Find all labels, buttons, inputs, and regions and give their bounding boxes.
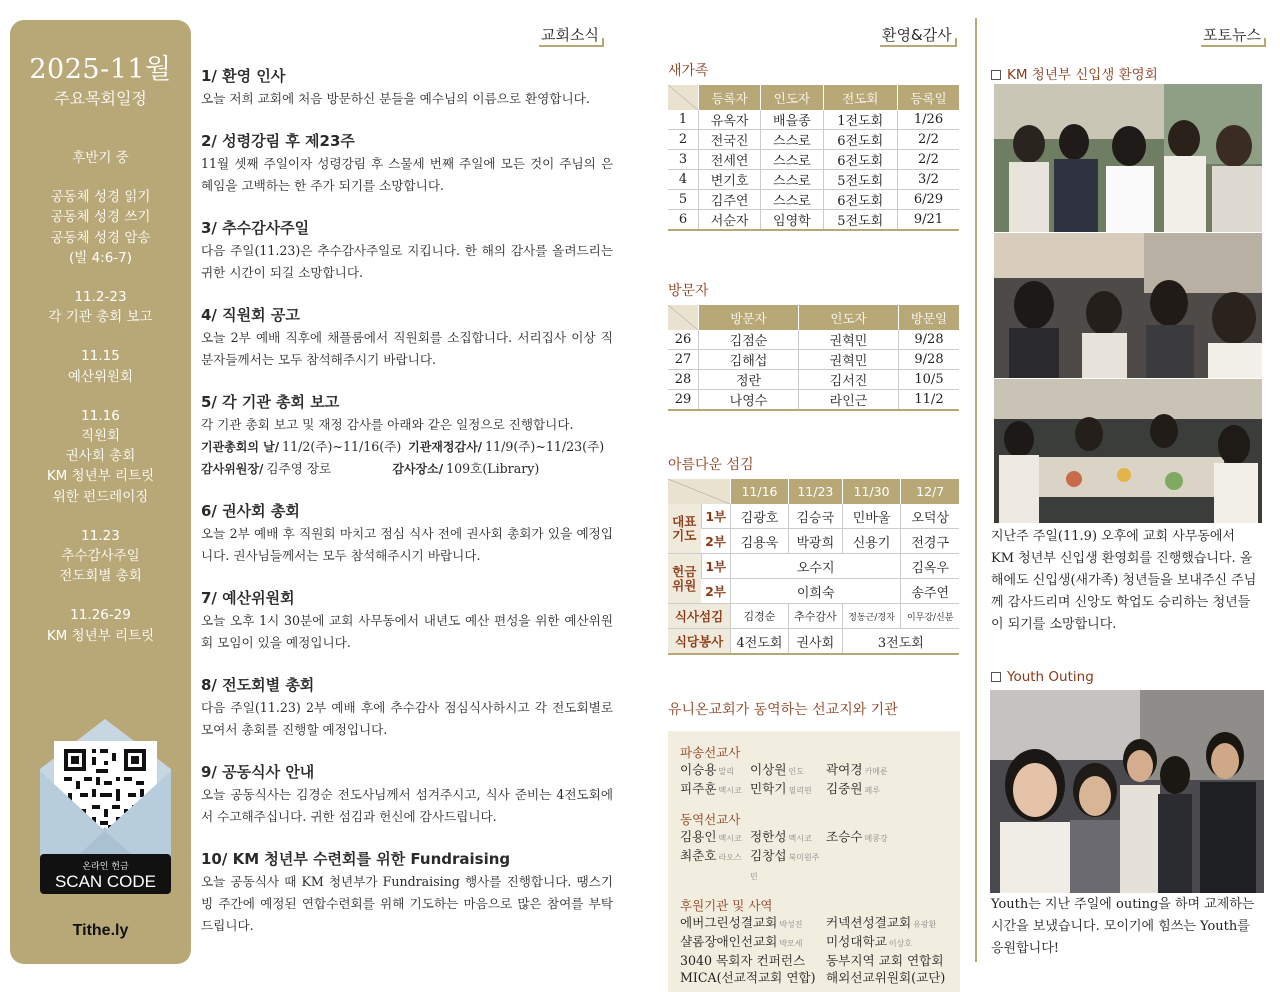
news-header: 교회소식 [541,26,599,44]
news-body: 오늘 공동식사는 김경순 전도사님께서 섬겨주시고, 식사 준비는 4전도회에서 수고해주십니다. 귀한 섬김과 헌신에 감사드립니다. [201,787,613,824]
table-cell: 김서진 [799,370,899,390]
schedule-line: 전도회별 총회 [59,568,142,585]
news-title: 3/ 추수감사주일 [201,219,310,237]
missions-title: 유니온교회가 동역하는 선교지와 기관 [668,702,898,718]
organization-contact: 이상호 [888,939,913,948]
table-cell: 나영수 [699,390,799,411]
table-cell: 6/29 [898,190,960,210]
table-cell: 5전도회 [823,170,898,190]
missionary-location: 멕시코 [788,834,812,843]
table-cell: 임영학 [761,210,823,231]
missionary-name: 곽여경 [826,762,863,777]
table-cell: 6전도회 [823,190,898,210]
envelope-icon [40,699,171,894]
organization [680,933,826,952]
news-item [201,66,613,110]
kitchen-cell: 4전도회 [731,629,789,655]
schedule-block [10,526,191,587]
table-cell: 6전도회 [823,150,898,170]
detail-label: 기관총회의 날/ [201,440,280,454]
mission-category: 동역선교사 [680,812,741,827]
table-row [668,370,959,390]
missionary-name: 이승용 [680,762,717,777]
news-item [201,131,613,197]
missionary-name: 이상원 [750,762,787,777]
news-body: 오늘 2부 예배 직후에 채플룸에서 직원회를 소집합니다. 서리집사 이상 직분자들께서는 모두 참석해주시기 바랍니다. [201,330,613,367]
part-label: 1부 [701,504,730,529]
table-cell: 배을종 [761,110,823,130]
prayer-cell: 오덕상 [901,504,959,529]
col-header: 방문일 [899,305,960,330]
table-cell: 변기호 [699,170,761,190]
missionary [826,780,936,799]
mission-category: 파송선교사 [680,745,741,760]
organization-name: 미성대학교 [826,934,887,949]
table-cell: 4 [668,170,699,190]
sidebar-year: 2025-11월 [29,54,172,85]
visitors-title: 방문자 [668,283,709,299]
photo-welcome-3 [994,379,1262,523]
qr-label-main: SCAN CODE [54,872,157,891]
date-header: 12/7 [901,479,959,504]
service-table [668,479,959,655]
news-title: 9/ 공동식사 안내 [201,763,315,781]
table-cell: 6전도회 [823,130,898,150]
prayer-label: 대표기도 [668,504,701,554]
table-cell: 라인근 [799,390,899,411]
table-cell: 2/2 [898,150,960,170]
part-label: 2부 [701,529,730,554]
organization-name: 동부지역 교회 연합회 [826,953,944,968]
news-item [201,588,613,654]
missionary-location: 페루 [864,786,880,795]
schedule-line: 11.23 [81,527,120,544]
table-cell: 1전도회 [823,110,898,130]
schedule-sidebar [10,20,191,964]
photo-welcome-1 [994,84,1262,232]
news-detail-row [201,436,613,458]
table-cell: 29 [668,390,699,411]
news-body: 다음 주일(11.23) 2부 예배 후에 추수감사 점심식사하시고 각 전도회별로 모여서 총회를 진행할 예정입니다. [201,700,613,737]
news-detail-row [201,458,613,480]
table-cell: 5전도회 [823,210,898,231]
news-title: 4/ 직원회 공고 [201,306,300,324]
schedule-line: 후반기 중 [72,150,129,166]
table-cell: 1/26 [898,110,960,130]
missionary-name: 조승수 [826,829,863,844]
missionary-location: 멕시코 [718,786,742,795]
table-cell: 전국진 [699,130,761,150]
missionary-name: 김창섭 [750,848,787,863]
table-cell: 김주연 [699,190,761,210]
column-divider [975,18,977,962]
org-row [680,914,960,933]
schedule-line: 추수감사주일 [61,548,140,565]
prayer-cell: 김용욱 [731,529,789,554]
schedule-line: 11.15 [81,348,120,365]
organization-name: 3040 목회자 컨퍼런스 [680,953,806,968]
part-label: 2부 [701,579,730,604]
table-row [668,210,959,231]
offering-label: 헌금위원 [668,554,701,604]
news-body: 오늘 저희 교회에 처음 방문하신 분들을 예수님의 이름으로 환영합니다. [201,91,590,106]
schedule-block [10,187,191,268]
mission-row [680,780,960,799]
missionary [680,761,750,780]
table-cell: 서순자 [699,210,761,231]
news-title: 10/ KM 청년부 수련회를 위한 Fundraising [201,850,511,868]
col-header: 전도회 [823,85,898,110]
prayer-cell: 김승국 [788,504,842,529]
table-cell: 3/2 [898,170,960,190]
table-cell: 3 [668,150,699,170]
meal-cell: 정동근/경자 [842,604,901,629]
kitchen-label: 식당봉사 [668,629,731,655]
organization-name: MICA(선교적교회 연합) [680,970,816,985]
missionary-location: 인도 [788,767,804,776]
missionary-location: 북미원주민 [750,853,820,881]
news-body: 오늘 2부 예배 후 직원회 마치고 점심 식사 전에 권사회 총회가 있을 예정입니다. 권사님들께서는 모두 참석해주시기 바랍니다. [201,526,613,563]
meal-cell: 이무강/신분 [901,604,959,629]
table-cell: 26 [668,330,699,350]
organization [680,914,826,933]
photo-welcome-2 [994,233,1262,378]
missionary-location: 라오스 [718,853,742,862]
photo-item1-caption: 지난주 주일(11.9) 오후에 교회 사무동에서 KM 청년부 신입생 환영회를 진행했습니다. 올해에도 신입생(새가족) 청년들을 보내주신 주님께 감사드리며 신앙도 학업도 승리하는 청년들이 되기를 소망합니다. [991,529,1257,632]
schedule-line: 예산위원회 [67,368,134,385]
schedule-line: (빌 4:6-7) [68,249,133,266]
schedule-block [10,406,191,507]
table-cell: 2 [668,130,699,150]
missionary-name: 정한성 [750,829,787,844]
table-cell: 권혁민 [799,330,899,350]
organization [680,952,826,969]
news-title: 5/ 각 기관 총회 보고 [201,393,340,411]
table-cell: 유옥자 [699,110,761,130]
detail-value: 109호(Library) [446,461,540,476]
news-body: 각 기관 총회 보고 및 재정 감사를 아래와 같은 일정으로 진행합니다. [201,417,574,432]
schedule-line: KM 청년부 리트릿 [46,468,155,485]
organization [680,969,826,986]
table-cell: 정란 [699,370,799,390]
organization-contact: 유광환 [913,920,937,929]
table-cell: 스스로 [761,130,823,150]
table-cell: 스스로 [761,170,823,190]
offering-cell: 송주연 [901,579,959,604]
photo-youth-outing [990,690,1264,893]
missionary [680,780,750,799]
table-cell: 김점순 [699,330,799,350]
missionary [750,828,826,847]
table-cell: 김해섭 [699,350,799,370]
photo-item2-title [991,669,1094,685]
offering-cell: 김옥우 [901,554,959,579]
missionary [826,761,936,780]
detail-label: 감사장소/ [392,462,444,476]
table-cell: 권혁민 [799,350,899,370]
kitchen-cell: 3전도회 [842,629,959,655]
missionary-name: 김용인 [680,829,717,844]
mission-row [680,761,960,780]
news-body: 11월 셋째 주일이자 성령강림 후 스물세 번째 주일에 모든 것이 주님의 은혜임을 고백하는 한 주가 되기를 소망합니다. [201,156,613,193]
offering-cell: 이희숙 [731,579,901,604]
detail-label: 감사위원장/ [201,462,264,476]
detail-value: 11/2(주)~11/16(주) [282,439,402,454]
photo-news-header: 포토뉴스 [1203,26,1261,44]
table-cell: 1 [668,110,699,130]
news-item [201,849,613,937]
organization [826,933,946,952]
prayer-cell: 박광희 [788,529,842,554]
missionary-location: 카메룬 [864,767,888,776]
schedule-list [10,148,191,665]
schedule-line: 공동체 성경 읽기 [50,189,151,206]
photo-item1-title [991,63,1158,83]
kitchen-cell: 권사회 [788,629,842,655]
service-title: 아름다운 섬김 [668,457,754,473]
table-cell: 9/21 [898,210,960,231]
schedule-line: 11.2-23 [74,289,127,306]
corner-cell [668,305,699,330]
table-cell: 스스로 [761,190,823,210]
table-cell: 11/2 [899,390,960,411]
date-header: 11/23 [788,479,842,504]
mission-category: 후원기관 및 사역 [680,898,773,913]
prayer-cell: 신용기 [842,529,901,554]
col-header: 등록일 [898,85,960,110]
schedule-line: 직원회 [80,428,121,445]
prayer-cell: 민바울 [842,504,901,529]
organization [826,914,946,933]
table-row [668,190,959,210]
schedule-line: 위한 펀드레이징 [52,488,149,505]
missionary [680,828,750,847]
missionary-name: 피주훈 [680,781,717,796]
organization-name: 에버그린성결교회 [680,915,778,930]
sidebar-subtitle: 주요목회일정 [54,89,147,108]
table-row [668,330,959,350]
news-item [201,501,613,567]
photo-item1-title-text: KM 청년부 신입생 환영회 [1007,67,1158,83]
news-title: 2/ 성령강림 후 제23주 [201,132,355,150]
meal-cell: 추수감사 [788,604,842,629]
photo-item2-title-text: Youth Outing [1007,669,1094,685]
organization-contact: 박모세 [779,939,803,948]
news-title: 6/ 권사회 총회 [201,502,300,520]
col-header: 등록자 [699,85,761,110]
organization-name: 커넥션성결교회 [826,915,912,930]
offering-cell: 오수지 [731,554,901,579]
mission-row [680,828,960,847]
schedule-block [10,148,191,168]
checkbox-icon [991,672,1001,682]
visitors-table [668,305,959,411]
table-cell: 2/2 [898,130,960,150]
corner-cell [668,479,731,504]
news-title: 1/ 환영 인사 [201,67,286,85]
news-title: 7/ 예산위원회 [201,589,295,607]
schedule-block [10,287,191,327]
table-cell: 6 [668,210,699,231]
table-row [668,170,959,190]
news-item [201,305,613,371]
tithe-link[interactable]: Tithe.ly [72,922,129,939]
table-row [668,350,959,370]
new-family-table [668,85,959,231]
org-row [680,952,960,969]
missionary-name: 민학기 [750,781,787,796]
schedule-line: KM 청년부 리트릿 [46,627,155,644]
news-item [201,218,613,284]
missionary-location: 필리핀 [788,786,812,795]
schedule-line: 각 기관 총회 보고 [48,309,153,326]
table-cell: 9/28 [899,350,960,370]
table-row [668,390,959,411]
part-label: 1부 [701,554,730,579]
table-row [668,150,959,170]
news-item [201,392,613,480]
schedule-line: 11.26-29 [70,607,131,624]
news-title: 8/ 전도회별 총회 [201,676,315,694]
mission-row [680,847,960,885]
meal-cell: 김경순 [731,604,789,629]
organization-name: 샬롬장애인선교회 [680,934,778,949]
missions-box [668,731,960,992]
col-header: 인도자 [761,85,823,110]
welcome-header: 환영&감사 [882,26,952,44]
col-header: 방문자 [699,305,799,330]
missionary-location: 메콩강 [864,834,888,843]
organization [826,952,946,969]
organization-name: 해외선교위원회(교단) [826,970,946,985]
missionary-location: 멕시코 [718,834,742,843]
news-body: 오늘 오후 1시 30분에 교회 사무동에서 내년도 예산 편성을 위한 예산위원회 모임이 있을 예정입니다. [201,613,613,650]
missionary-location: 말리 [718,767,734,776]
table-cell: 28 [668,370,699,390]
qr-label-top: 온라인 헌금 [82,862,129,872]
schedule-line: 공동체 성경 쓰기 [50,209,151,226]
schedule-line: 11.16 [81,407,120,424]
table-row [668,130,959,150]
schedule-line: 권사회 총회 [65,448,136,465]
table-cell: 27 [668,350,699,370]
table-row [668,110,959,130]
news-item [201,762,613,828]
news-item [201,675,613,741]
meal-label: 식사섬김 [668,604,731,629]
schedule-block [10,605,191,645]
table-cell: 전세연 [699,150,761,170]
prayer-cell: 전경구 [901,529,959,554]
missionary-name: 최춘호 [680,848,717,863]
date-header: 11/16 [731,479,789,504]
photo-item2-caption: Youth는 지난 주일에 outing을 하며 교제하는 시간을 보냈습니다. 모이기에 힘쓰는 Youth를 응원합니다! [991,897,1255,956]
table-cell: 스스로 [761,150,823,170]
schedule-block [10,346,191,386]
news-body: 다음 주일(11.23)은 추수감사주일로 지킵니다. 한 해의 감사를 올려드리는 귀한 시간이 되길 소망합니다. [201,243,613,280]
missionary [750,761,826,780]
organization [826,969,946,986]
welcome-column [668,60,960,992]
table-cell: 10/5 [899,370,960,390]
prayer-cell: 김광호 [731,504,789,529]
missionary [750,780,826,799]
detail-label: 기관재정감사/ [408,440,483,454]
table-cell: 9/28 [899,330,960,350]
org-row [680,933,960,952]
checkbox-icon [991,70,1001,80]
church-news [201,66,613,958]
table-cell: 5 [668,190,699,210]
detail-value: 11/9(주)~11/23(주) [485,439,605,454]
date-header: 11/30 [842,479,901,504]
organization-contact: 박성진 [779,920,803,929]
col-header: 인도자 [799,305,899,330]
missionary-name: 김중원 [826,781,863,796]
detail-value: 김주영 장로 [266,461,332,476]
missionary [750,847,826,885]
missionary [826,828,936,847]
corner-cell [668,85,699,110]
schedule-line: 공동체 성경 암송 [50,229,151,246]
new-family-title: 새가족 [668,63,709,79]
org-row [680,969,960,986]
missionary [680,847,750,885]
news-body: 오늘 공동식사 때 KM 청년부가 Fundraising 행사를 진행합니다. 땡스기빙 주간에 예정된 연합수련회를 위해 기도하는 마음으로 많은 참여를 부탁드립니다. [201,874,613,933]
